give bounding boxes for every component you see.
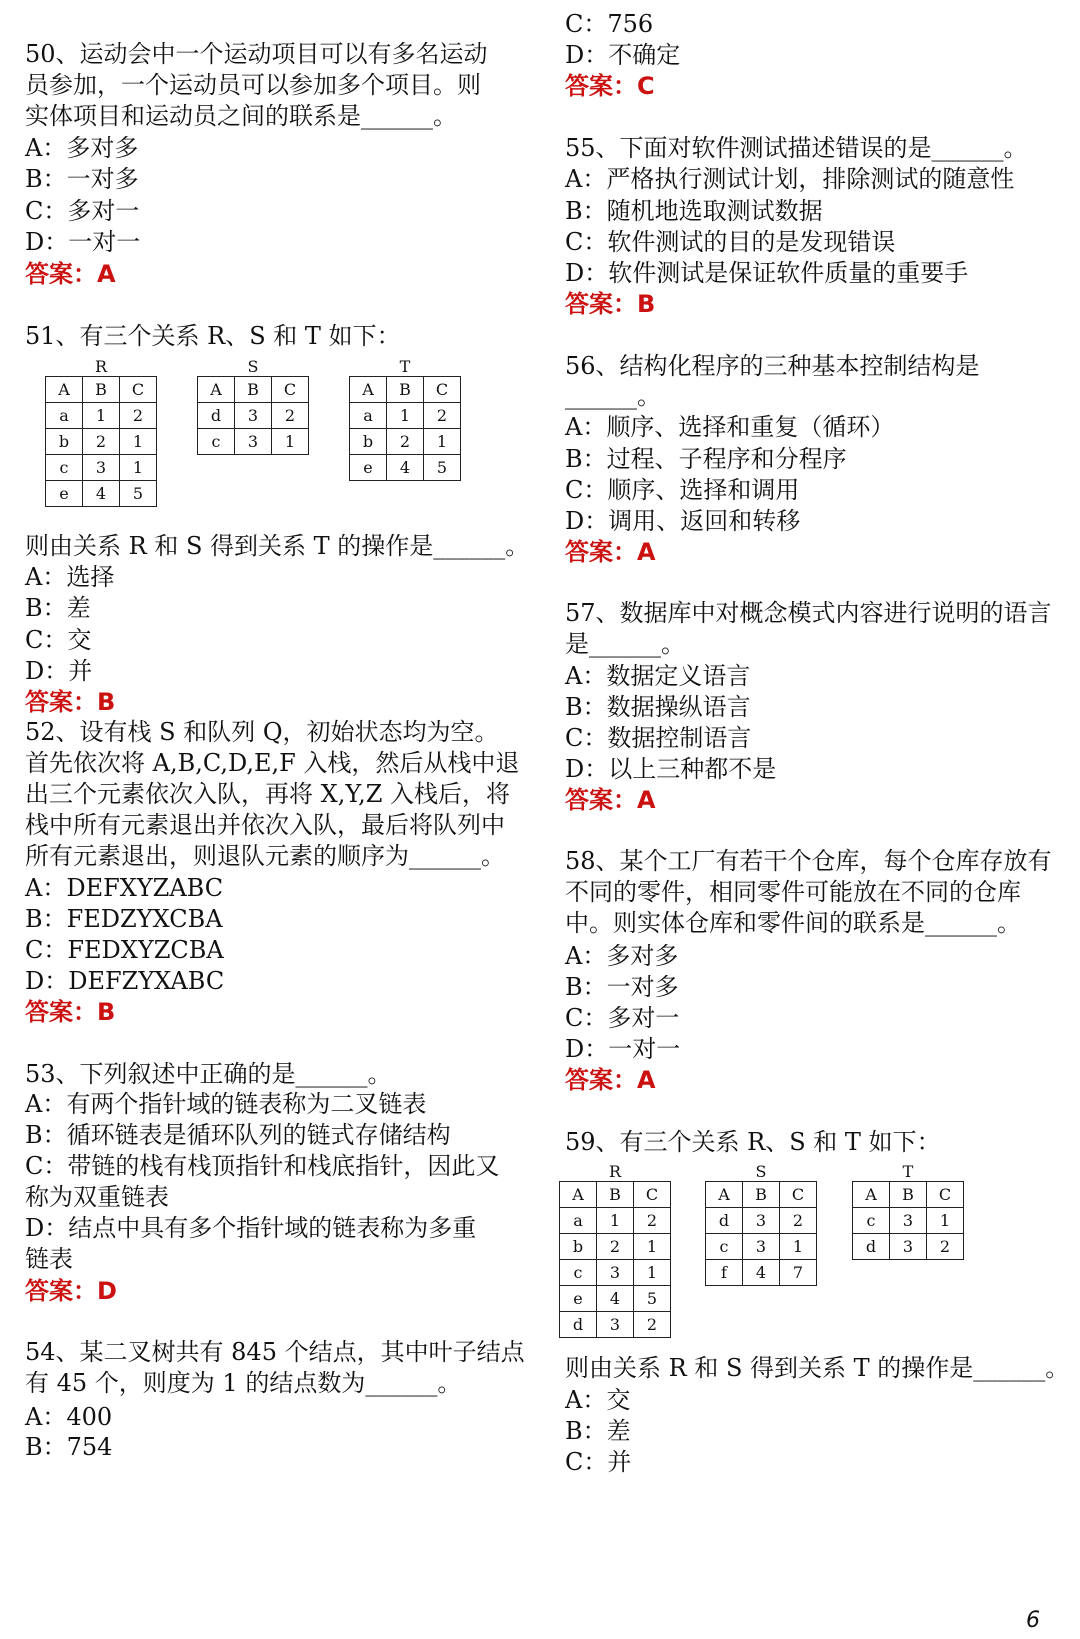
- table-header-cell: A: [560, 1182, 597, 1208]
- q57-stem-line-1: 57、数据库中对概念模式内容进行说明的语言: [565, 599, 1052, 627]
- q50-answer: 答案：A: [25, 260, 116, 288]
- table-cell: 3: [597, 1312, 634, 1338]
- q55-option-b: B：随机地选取测试数据: [565, 197, 823, 225]
- q51-table-r: [45, 376, 157, 507]
- table-cell: 5: [424, 455, 461, 481]
- q51-option-a: A：选择: [25, 563, 115, 591]
- table-cell: 4: [83, 481, 120, 507]
- q50-option-c: C：多对一: [25, 197, 140, 225]
- q52-option-b: B：FEDZYXCBA: [25, 905, 223, 933]
- table-cell: 4: [387, 455, 424, 481]
- q52-option-a: A：DEFXYZABC: [25, 874, 224, 902]
- q59-option-a: A：交: [565, 1386, 631, 1414]
- q59-table-r: [559, 1181, 671, 1338]
- table-cell: 2: [780, 1208, 817, 1234]
- table-header-cell: A: [853, 1182, 890, 1208]
- table-cell: 2: [387, 429, 424, 455]
- q57-option-b: B：数据操纵语言: [565, 693, 751, 721]
- table-cell: 1: [272, 429, 309, 455]
- table-cell: 3: [235, 429, 272, 455]
- q59-table-t: [852, 1181, 964, 1260]
- q51-option-d: D：并: [25, 657, 93, 685]
- q52-stem-line-1: 52、设有栈 S 和队列 Q，初始状态均为空。: [25, 718, 499, 746]
- table-row: [706, 1208, 817, 1234]
- q51-relation-t: [349, 358, 461, 481]
- table-cell: 1: [120, 429, 157, 455]
- q55-option-a: A：严格执行测试计划，排除测试的随意性: [565, 165, 1015, 193]
- q53-option-d-line-1: D：结点中具有多个指针域的链表称为多重: [25, 1214, 477, 1242]
- q58-option-c: C：多对一: [565, 1004, 680, 1032]
- q59-relation-t-name: T: [902, 1162, 914, 1181]
- table-cell: c: [198, 429, 235, 455]
- table-row: [853, 1208, 964, 1234]
- q50-stem-line-2: 员参加，一个运动员可以参加多个项目。则: [25, 71, 481, 99]
- table-header-cell: B: [597, 1182, 634, 1208]
- q50-stem-line-1: 50、运动会中一个运动项目可以有多名运动: [25, 40, 488, 68]
- table-row: [350, 403, 461, 429]
- q52-stem-line-4: 栈中所有元素退出并依次入队，最后将队列中: [25, 811, 505, 839]
- table-header-cell: C: [634, 1182, 671, 1208]
- table-cell: d: [560, 1312, 597, 1338]
- table-cell: 2: [634, 1312, 671, 1338]
- table-header-cell: B: [743, 1182, 780, 1208]
- q50-option-d: D：一对一: [25, 228, 141, 256]
- table-header-cell: B: [83, 377, 120, 403]
- q52-stem-line-5: 所有元素退出，则退队元素的顺序为______。: [25, 842, 505, 870]
- table-cell: e: [560, 1286, 597, 1312]
- q59-relation-r: [559, 1163, 671, 1338]
- table-header-cell: B: [890, 1182, 927, 1208]
- q55-stem-line-1: 55、下面对软件测试描述错误的是______。: [565, 134, 1028, 162]
- table-cell: b: [350, 429, 387, 455]
- table-cell: 2: [634, 1208, 671, 1234]
- table-cell: 3: [743, 1234, 780, 1260]
- table-row: [706, 1234, 817, 1260]
- table-cell: 1: [597, 1208, 634, 1234]
- q50-option-a: A：多对多: [25, 134, 139, 162]
- q56-option-c: C：顺序、选择和调用: [565, 476, 800, 504]
- table-header-cell: A: [46, 377, 83, 403]
- q51-answer: 答案：B: [25, 688, 116, 716]
- table-cell: a: [560, 1208, 597, 1234]
- table-cell: b: [560, 1234, 597, 1260]
- q51-option-c: C：交: [25, 626, 92, 654]
- table-cell: c: [853, 1208, 890, 1234]
- table-row: [46, 455, 157, 481]
- q52-option-c: C：FEDXYZCBA: [25, 936, 224, 964]
- table-cell: 1: [780, 1234, 817, 1260]
- q59-relation-r-name: R: [608, 1162, 622, 1181]
- q53-stem-line-1: 53、下列叙述中正确的是______。: [25, 1060, 392, 1088]
- table-cell: 1: [424, 429, 461, 455]
- q51-table-t: [349, 376, 461, 481]
- q56-stem-line-1: 56、结构化程序的三种基本控制结构是: [565, 352, 980, 380]
- q59-relation-t: [852, 1163, 964, 1260]
- table-row: [350, 455, 461, 481]
- q54-option-d: D：不确定: [565, 41, 681, 69]
- table-cell: 7: [780, 1260, 817, 1286]
- table-row: [560, 1208, 671, 1234]
- table-row: [560, 1312, 671, 1338]
- q58-stem-line-2: 不同的零件，相同零件可能放在不同的仓库: [565, 878, 1021, 906]
- table-row: [198, 403, 309, 429]
- q54-option-a: A：400: [25, 1403, 113, 1431]
- page-number: 6: [1026, 1608, 1040, 1633]
- table-header-row: [706, 1182, 817, 1208]
- table-header-cell: C: [272, 377, 309, 403]
- table-header-cell: B: [387, 377, 424, 403]
- q58-option-d: D：一对一: [565, 1035, 681, 1063]
- q50-option-b: B：一对多: [25, 165, 139, 193]
- q51-relation-s: [197, 358, 309, 455]
- table-cell: 1: [120, 455, 157, 481]
- table-cell: 3: [743, 1208, 780, 1234]
- table-header-cell: A: [350, 377, 387, 403]
- table-row: [198, 429, 309, 455]
- table-cell: 1: [634, 1234, 671, 1260]
- q52-answer: 答案：B: [25, 998, 116, 1026]
- q53-option-b: B：循环链表是循环队列的链式存储结构: [25, 1121, 451, 1149]
- table-cell: 2: [120, 403, 157, 429]
- table-cell: 3: [890, 1208, 927, 1234]
- table-cell: 5: [634, 1286, 671, 1312]
- q51-stem-line-1: 51、有三个关系 R、S 和 T 如下：: [25, 322, 401, 350]
- q51-relation-r-name: R: [94, 357, 108, 376]
- q56-option-a: A：顺序、选择和重复（循环）: [565, 413, 895, 441]
- table-header-cell: A: [706, 1182, 743, 1208]
- q58-stem-line-3: 中。则实体仓库和零件间的联系是______。: [565, 909, 1021, 937]
- table-row: [46, 429, 157, 455]
- q57-option-c: C：数据控制语言: [565, 724, 752, 752]
- q59-relation-s-name: S: [755, 1162, 767, 1181]
- table-cell: b: [46, 429, 83, 455]
- q56-stem-line-2: ______。: [565, 382, 661, 410]
- table-row: [46, 403, 157, 429]
- q58-answer: 答案：A: [565, 1066, 656, 1094]
- table-header-cell: A: [198, 377, 235, 403]
- table-header-row: [46, 377, 157, 403]
- table-cell: d: [853, 1234, 890, 1260]
- q51-stem-line-2: 则由关系 R 和 S 得到关系 T 的操作是______。: [25, 532, 530, 560]
- table-cell: a: [350, 403, 387, 429]
- q59-option-b: B：差: [565, 1417, 631, 1445]
- q57-option-d: D：以上三种都不是: [565, 755, 777, 783]
- q51-relation-r: [45, 358, 157, 507]
- table-cell: 3: [890, 1234, 927, 1260]
- q54-stem-line-1: 54、某二叉树共有 845 个结点，其中叶子结点: [25, 1338, 525, 1366]
- q59-relation-s: [705, 1163, 817, 1286]
- q58-option-b: B：一对多: [565, 973, 679, 1001]
- table-cell: e: [46, 481, 83, 507]
- table-header-cell: C: [424, 377, 461, 403]
- table-header-row: [853, 1182, 964, 1208]
- table-header-cell: C: [927, 1182, 964, 1208]
- q57-stem-line-2: 是______。: [565, 630, 685, 658]
- table-row: [560, 1234, 671, 1260]
- q58-option-a: A：多对多: [565, 942, 679, 970]
- table-cell: e: [350, 455, 387, 481]
- q54-option-b: B：754: [25, 1433, 113, 1461]
- table-cell: 2: [83, 429, 120, 455]
- table-cell: 3: [235, 403, 272, 429]
- table-cell: d: [198, 403, 235, 429]
- q50-stem-line-3: 实体项目和运动员之间的联系是______。: [25, 102, 457, 130]
- q53-option-d-line-2: 链表: [25, 1245, 73, 1273]
- table-row: [706, 1260, 817, 1286]
- table-cell: 4: [743, 1260, 780, 1286]
- q52-stem-line-2: 首先依次将 A,B,C,D,E,F 入栈，然后从栈中退: [25, 749, 520, 777]
- table-header-cell: C: [120, 377, 157, 403]
- table-row: [560, 1260, 671, 1286]
- table-cell: 3: [597, 1260, 634, 1286]
- table-header-cell: C: [780, 1182, 817, 1208]
- q54-option-c: C：756: [565, 10, 654, 38]
- q54-stem-line-2: 有 45 个，则度为 1 的结点数为______。: [25, 1369, 462, 1397]
- table-cell: 3: [83, 455, 120, 481]
- q55-option-c: C：软件测试的目的是发现错误: [565, 228, 896, 256]
- q57-answer: 答案：A: [565, 786, 656, 814]
- q53-option-c-line-1: C：带链的栈有栈顶指针和栈底指针，因此又: [25, 1152, 500, 1180]
- table-header-row: [560, 1182, 671, 1208]
- q55-answer: 答案：B: [565, 290, 656, 318]
- table-cell: 2: [424, 403, 461, 429]
- q56-option-b: B：过程、子程序和分程序: [565, 445, 847, 473]
- q53-option-a: A：有两个指针域的链表称为二叉链表: [25, 1090, 427, 1118]
- table-header-row: [198, 377, 309, 403]
- q51-relation-s-name: S: [247, 357, 259, 376]
- table-header-row: [350, 377, 461, 403]
- table-cell: 1: [634, 1260, 671, 1286]
- q59-option-c: C：并: [565, 1448, 632, 1476]
- table-row: [560, 1286, 671, 1312]
- q52-stem-line-3: 出三个元素依次入队，再将 X,Y,Z 入栈后，将: [25, 780, 511, 808]
- table-cell: 4: [597, 1286, 634, 1312]
- q53-answer: 答案：D: [25, 1277, 117, 1305]
- q58-stem-line-1: 58、某个工厂有若干个仓库，每个仓库存放有: [565, 847, 1052, 875]
- q54-answer: 答案：C: [565, 72, 655, 100]
- table-row: [853, 1234, 964, 1260]
- table-cell: 1: [83, 403, 120, 429]
- table-cell: 1: [927, 1208, 964, 1234]
- q56-answer: 答案：A: [565, 538, 656, 566]
- q53-option-c-line-2: 称为双重链表: [25, 1183, 169, 1211]
- table-header-cell: B: [235, 377, 272, 403]
- table-cell: a: [46, 403, 83, 429]
- table-cell: 2: [927, 1234, 964, 1260]
- table-cell: 5: [120, 481, 157, 507]
- q51-table-s: [197, 376, 309, 455]
- q57-option-a: A：数据定义语言: [565, 662, 751, 690]
- table-cell: 1: [387, 403, 424, 429]
- table-cell: c: [560, 1260, 597, 1286]
- table-cell: c: [46, 455, 83, 481]
- q51-relation-t-name: T: [399, 357, 411, 376]
- q52-option-d: D：DEFZYXABC: [25, 967, 225, 995]
- table-cell: f: [706, 1260, 743, 1286]
- q59-stem-line-1: 59、有三个关系 R、S 和 T 如下：: [565, 1128, 941, 1156]
- table-row: [46, 481, 157, 507]
- q59-stem-line-2: 则由关系 R 和 S 得到关系 T 的操作是______。: [565, 1354, 1070, 1382]
- q56-option-d: D：调用、返回和转移: [565, 507, 801, 535]
- q51-option-b: B：差: [25, 594, 91, 622]
- table-cell: d: [706, 1208, 743, 1234]
- table-cell: 2: [597, 1234, 634, 1260]
- table-cell: c: [706, 1234, 743, 1260]
- table-cell: 2: [272, 403, 309, 429]
- table-row: [350, 429, 461, 455]
- q59-table-s: [705, 1181, 817, 1286]
- q55-option-d: D：软件测试是保证软件质量的重要手: [565, 259, 969, 287]
